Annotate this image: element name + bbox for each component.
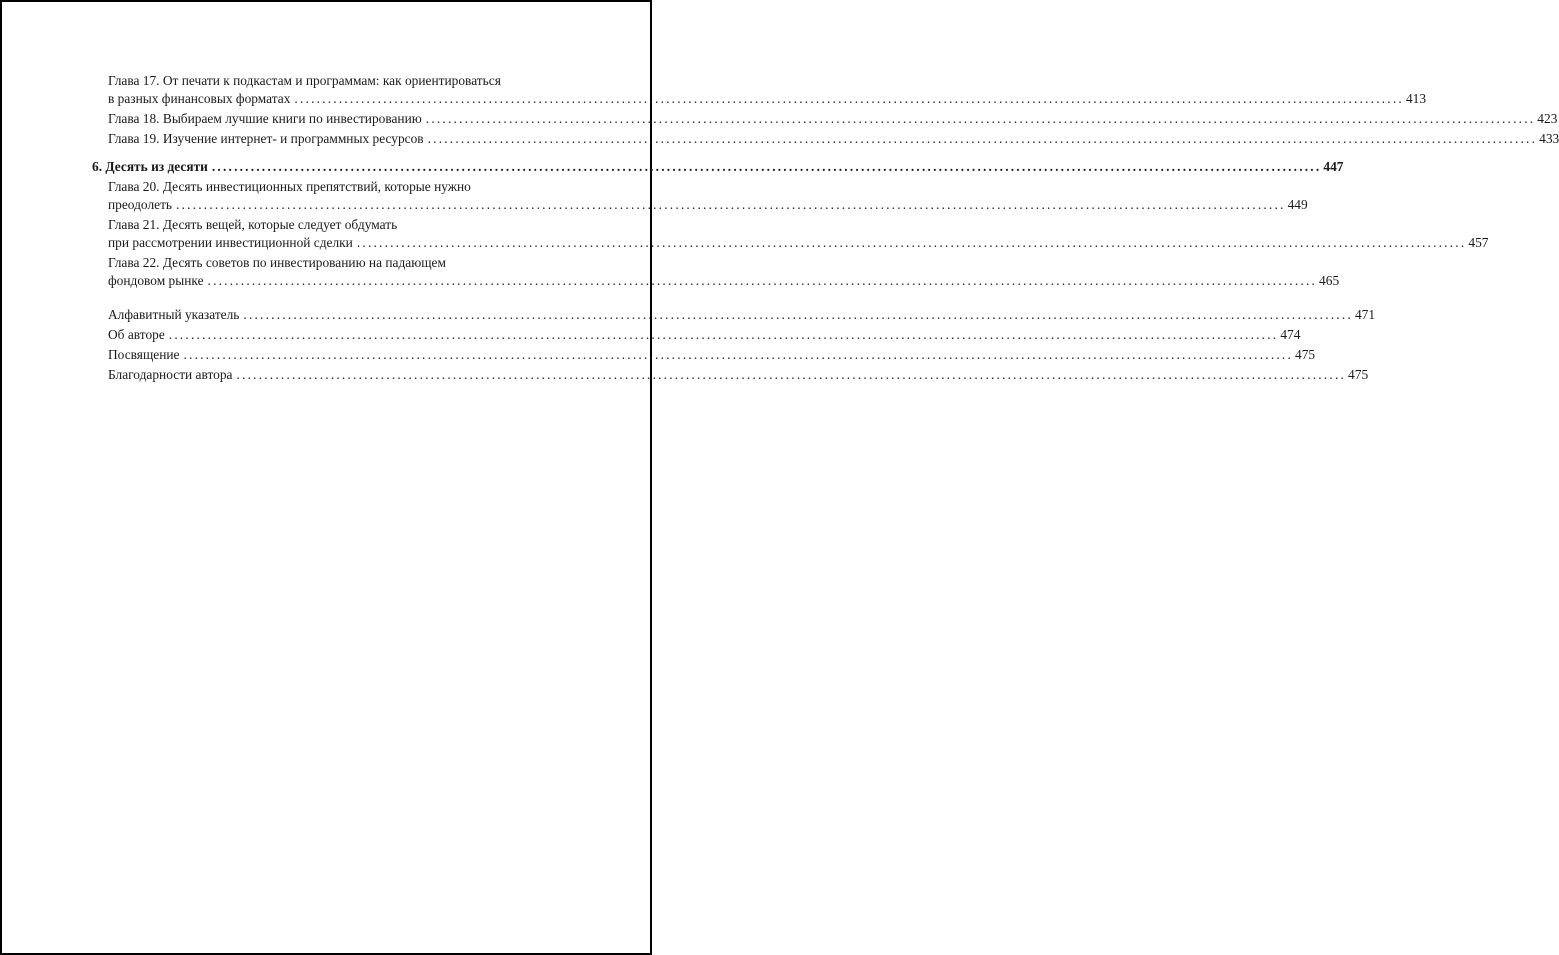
dot-leader: ........................................................................................................................................................................................................ [168,327,1279,342]
toc-entry-chapter-20[interactable] [2,178,1308,214]
toc-entry-title: Об авторе [108,327,165,342]
dot-leader: ........................................................................................................................................................................................................ [427,131,1538,146]
toc-entry-acknowledgements[interactable] [2,366,1369,384]
toc-entry-title-line1: Глава 21. Десять вещей, которые следует обдумать [108,217,398,232]
toc-page-number: 471 [1354,307,1376,322]
dot-leader: ........................................................................................................................................................................................................ [211,159,1322,174]
toc-page-number: 449 [1287,197,1308,212]
toc-entry-chapter-22[interactable] [2,254,1340,290]
dot-leader: ........................................................................................................................................................................................................ [176,197,1286,212]
spacer [2,290,650,306]
toc-entry-title: Глава 18. Выбираем лучшие книги по инвестированию [108,111,422,126]
toc-entry-dedication[interactable] [2,346,1316,364]
toc-page-number: 457 [1468,235,1489,250]
toc-entry-chapter-18[interactable] [2,110,1558,128]
toc-page-number: 475 [1348,367,1369,382]
dot-leader: ........................................................................................................................................................................................................ [207,273,1318,288]
toc-entry-chapter-21[interactable] [2,216,1489,252]
dot-leader: ........................................................................................................................................................................................................ [183,347,1294,362]
toc-page-number: 474 [1280,327,1301,342]
toc-entry-title: Благодарности автора [108,367,233,382]
dot-leader: ........................................................................................................................................................................................................ [425,111,1536,126]
toc-page-number: 465 [1319,273,1340,288]
toc-page-number: 433 [1539,131,1559,146]
toc-entry-title-line1: Глава 22. Десять советов по инвестированию на падающем [108,255,446,270]
toc-entry-title: Глава 19. Изучение интернет- и программных ресурсов [108,131,424,146]
toc-part-title: 6. Десять из десяти [92,159,208,174]
toc-entry-title-line2: в разных финансовых форматах [108,91,291,106]
toc-entry-title-line1: Глава 20. Десять инвестиционных препятствий, которые нужно [108,179,471,194]
toc-entry-title-line2: преодолеть [108,197,173,212]
spacer [2,148,650,158]
toc-page-number: 447 [1323,159,1344,174]
toc-entry-title: Посвящение [108,347,180,362]
toc-entry-chapter-17[interactable] [2,72,1427,108]
toc-entry-chapter-19[interactable] [2,130,1559,148]
toc-entry-title-line1: Глава 17. От печати к подкастам и программам: как ориентироваться [108,73,501,88]
toc-entry-title-line2: фондовом рынке [108,273,204,288]
dot-leader: ........................................................................................................................................................................................................ [236,367,1347,382]
toc-entry-title-line2: при рассмотрении инвестиционной сделки [108,235,353,250]
toc-page-number: 423 [1537,111,1558,126]
dot-leader: ........................................................................................................................................................................................................ [243,307,1353,322]
dot-leader: ........................................................................................................................................................................................................ [294,91,1404,106]
table-of-contents [2,72,1559,384]
toc-page-number: 475 [1295,347,1316,362]
toc-entry-title: Алфавитный указатель [108,307,240,322]
toc-page-number: 413 [1405,91,1427,106]
toc-entry-part-6[interactable] [2,158,1344,176]
dot-leader: ........................................................................................................................................................................................................ [356,235,1467,250]
toc-entry-index[interactable] [2,306,1376,324]
toc-entry-about-author[interactable] [2,326,1301,344]
